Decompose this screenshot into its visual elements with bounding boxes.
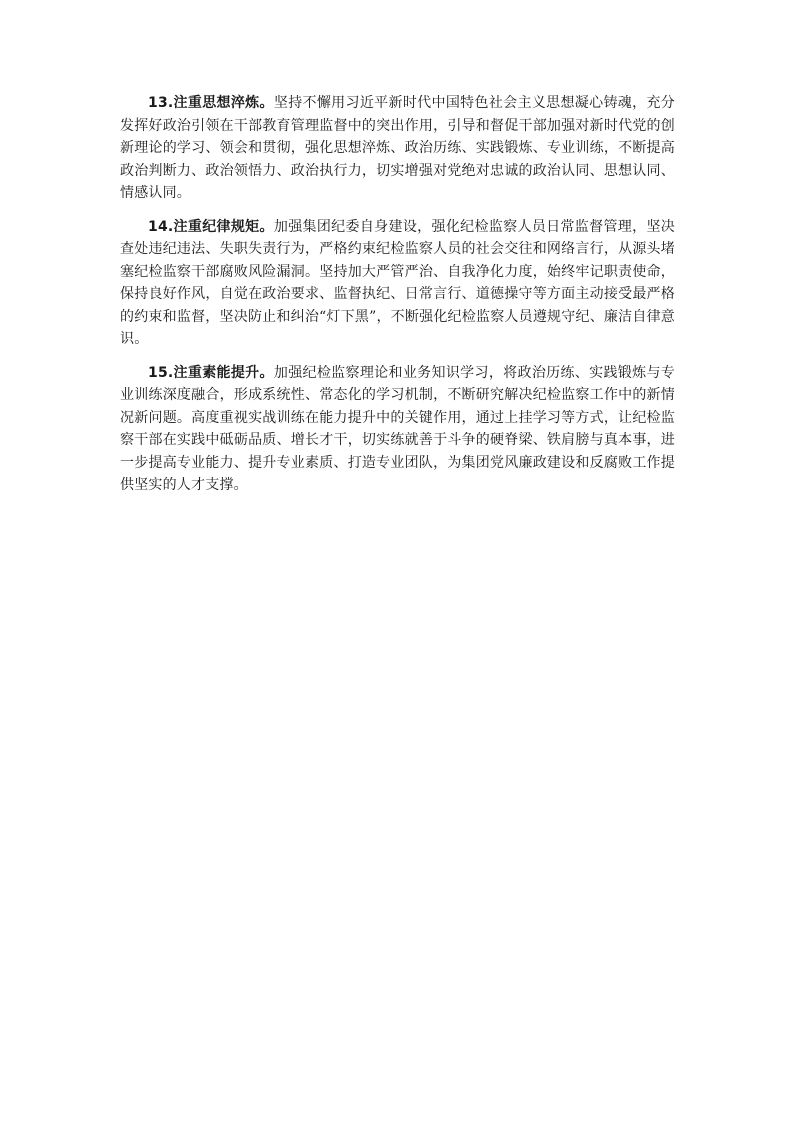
paragraph-heading: 13.注重思想淬炼。 — [148, 95, 274, 111]
paragraph-15 — [120, 362, 675, 497]
paragraph-14 — [120, 216, 675, 351]
paragraph-13 — [120, 92, 675, 205]
paragraph-body: 坚持不懈用习近平新时代中国特色社会主义思想凝心铸魂，充分发挥好政治引领在干部教育管理监督中的突出作用，引导和督促干部加强对新时代党的创新理论的学习、领会和贯彻，强化思想淬炼、政治历练、实践锻炼、专业训练，不断提高政治判断力、政治领悟力、政治执行力，切实增强对党绝对忠诚的政治认同、思想认同、情感认同。 — [120, 95, 675, 201]
document-page — [120, 92, 675, 508]
paragraph-heading: 15.注重素能提升。 — [148, 364, 274, 381]
paragraph-body: 加强集团纪委自身建设，强化纪检监察人员日常监督管理，坚决查处违纪违法、失职失责行为，严格约束纪检监察人员的社会交往和网络言行，从源头堵塞纪检监察干部腐败风险漏洞。坚持加大严管严治、自我净化力度，始终牢记职责使命，保持良好作风，自觉在政治要求、监督执纪、日常言行、道德操守等方面主动接受最严格的约束和监督，坚决防止和纠治“灯下黑”，不断强化纪检监察人员遵规守纪、廉洁自律意识。 — [120, 218, 675, 347]
paragraph-heading: 14.注重纪律规矩。 — [148, 218, 274, 235]
paragraph-body: 加强纪检监察理论和业务知识学习，将政治历练、实践锻炼与专业训练深度融合，形成系统性、常态化的学习机制，不断研究解决纪检监察工作中的新情况新问题。高度重视实战训练在能力提升中的关键作用，通过上挂学习等方式，让纪检监察干部在实践中砥砺品质、增长才干，切实练就善于斗争的硬脊梁、铁肩膀与真本事，进一步提高专业能力、提升专业素质、打造专业团队，为集团党风廉政建设和反腐败工作提供坚实的人才支撑。 — [120, 364, 675, 493]
